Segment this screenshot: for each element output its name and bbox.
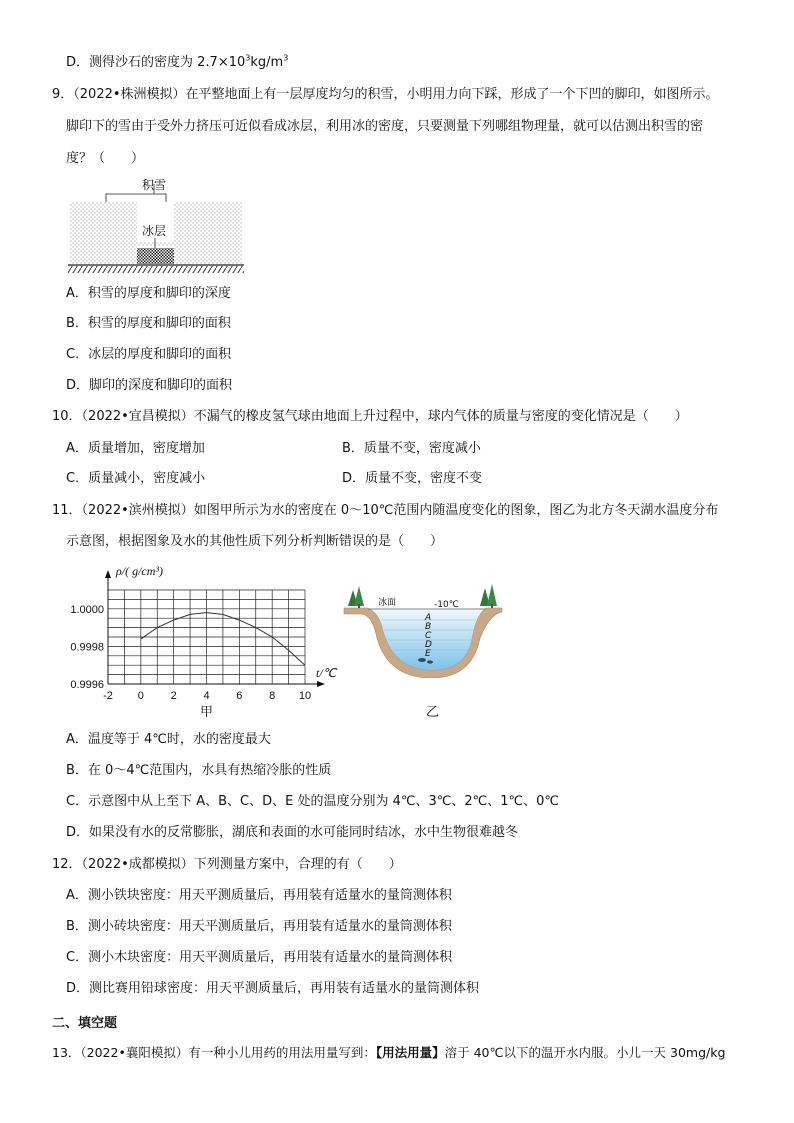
x-tick-label: 2 [170, 690, 177, 702]
q13-text-c: 溶于 40℃以下的温开水内服。小儿一天 30mg/kg [444, 1045, 726, 1060]
y-tick-label: 0.9998 [70, 641, 104, 654]
q13-text-a: 13．（2022•襄阳模拟）有一种小儿用药的用法用量写到： [52, 1045, 376, 1060]
q11-option-a: A．温度等于 4℃时，水的密度最大 [66, 732, 271, 747]
q11-option-d: D．如果没有水的反常膨胀，湖底和表面的水可能同时结冰，水中生物很难越冬 [66, 825, 519, 840]
q8-unit-exp: 3 [283, 53, 289, 63]
ground-hatch [68, 266, 244, 273]
q8-exp: 3 [245, 53, 251, 63]
x-tick-label: 4 [203, 690, 210, 702]
q9-stem-line2: 脚印下的雪由于受外力挤压可近似看成冰层，利用冰的密度，只要测量下列哪组物理量，就可以估测出积雪的密 [66, 119, 704, 134]
y-tick-label: 1.0000 [70, 603, 104, 616]
q12-option-a: A．测小铁块密度：用天平测质量后，再用装有适量水的量筒测体积 [66, 888, 452, 903]
lake-point-e: E [425, 649, 431, 659]
q13-stem [52, 1044, 725, 1062]
x-axis-arrow [317, 681, 325, 687]
chart-x-label: t/℃ [316, 666, 337, 680]
lake-caption-b: 乙 [426, 705, 440, 720]
q12-option-b: B．测小砖块密度：用天平测质量后，再用装有适量水的量筒测体积 [66, 919, 452, 934]
x-tick-label: -2 [103, 690, 113, 702]
q9-option-d: D．脚印的深度和脚印的面积 [66, 378, 233, 393]
q10-option-b: B．质量不变，密度减小 [342, 441, 481, 456]
footprint-gap [137, 242, 174, 246]
q10-option-a: A．质量增加，密度增加 [66, 441, 205, 456]
x-tick-label: 6 [236, 690, 243, 702]
ice-label: 冰层 [142, 224, 167, 238]
q11-stem-line1: 11．（2022•滨州模拟）如图甲所示为水的密度在 0～10℃范围内随温度变化的图象，图乙为北方冬天湖水温度分布 [52, 503, 719, 518]
snow-layer-left [70, 202, 137, 264]
y-tick-label: 0.9996 [70, 679, 104, 691]
y-axis-arrow [105, 570, 111, 578]
q10-option-c: C．质量减小，密度减小 [66, 471, 206, 486]
q12-stem: 12．（2022•成都模拟）下列测量方案中，合理的有（ ） [52, 857, 402, 872]
q12-option-d: D．测比赛用铅球密度：用天平测质量后，再用装有适量水的量筒测体积 [66, 981, 480, 996]
tree-left-icon [348, 586, 364, 608]
snow-label: 积雪 [142, 178, 167, 192]
chart-caption-a: 甲 [200, 705, 214, 720]
snow-layer-right [174, 202, 242, 264]
chart-axes [105, 570, 325, 687]
q8-option-d [66, 54, 288, 72]
lake-temp-label: -10℃ [434, 600, 459, 610]
lake-point-a: A [425, 613, 432, 623]
q9-option-b: B．积雪的厚度和脚印的面积 [66, 316, 231, 331]
q13-text-b: 【用法用量】 [375, 1045, 445, 1060]
x-tick-label: 10 [298, 690, 312, 702]
q8-unit: kg/m [250, 55, 284, 70]
lake-point-b: B [425, 622, 432, 632]
tree-right-icon [480, 584, 497, 608]
q11-option-c: C．示意图中从上至下 A、B、C、D、E 处的温度分别为 4℃、3℃、2℃、1℃、0℃ [66, 794, 559, 809]
q11-stem-line2: 示意图，根据图象及水的其他性质下列分析判断错误的是（ ） [66, 534, 444, 549]
q9-option-a: A．积雪的厚度和脚印的深度 [66, 286, 231, 301]
x-tick-label: 0 [137, 690, 144, 702]
chart-y-label: ρ/( g/cm³) [116, 564, 164, 578]
lake-ice-label: 冰面 [378, 598, 397, 608]
q11-option-b: B．在 0～4℃范围内，水具有热缩冷胀的性质 [66, 763, 332, 778]
x-tick-label: 8 [269, 690, 276, 702]
lake-figure [340, 578, 505, 678]
lake-point-c: C [425, 631, 432, 641]
q10-stem: 10．（2022•宜昌模拟）不漏气的橡皮氢气球由地面上升过程中，球内气体的质量与密度的变化情况是（ ） [52, 409, 688, 424]
q12-option-c: C．测小木块密度：用天平测质量后，再用装有适量水的量筒测体积 [66, 950, 453, 965]
density-chart [60, 560, 350, 722]
snow-leader-line [106, 194, 166, 202]
q8-option-d-text: D．测得沙石的密度为 2.7×10 [66, 55, 246, 70]
chart-grid [108, 590, 305, 684]
q9-stem-line1: 9．（2022•株洲模拟）在平整地面上有一层厚度均匀的积雪，小明用力向下踩，形成了一个下凹的脚印，如图所示。 [52, 87, 719, 102]
lake-point-d: D [425, 640, 432, 650]
q10-option-d: D．质量不变，密度不变 [342, 471, 483, 486]
q9-stem-line3: 度？（ ） [66, 151, 145, 166]
ice-layer [137, 248, 174, 264]
section-title: 二、填空题 [52, 1016, 118, 1031]
q9-option-c: C．冰层的厚度和脚印的面积 [66, 347, 232, 362]
